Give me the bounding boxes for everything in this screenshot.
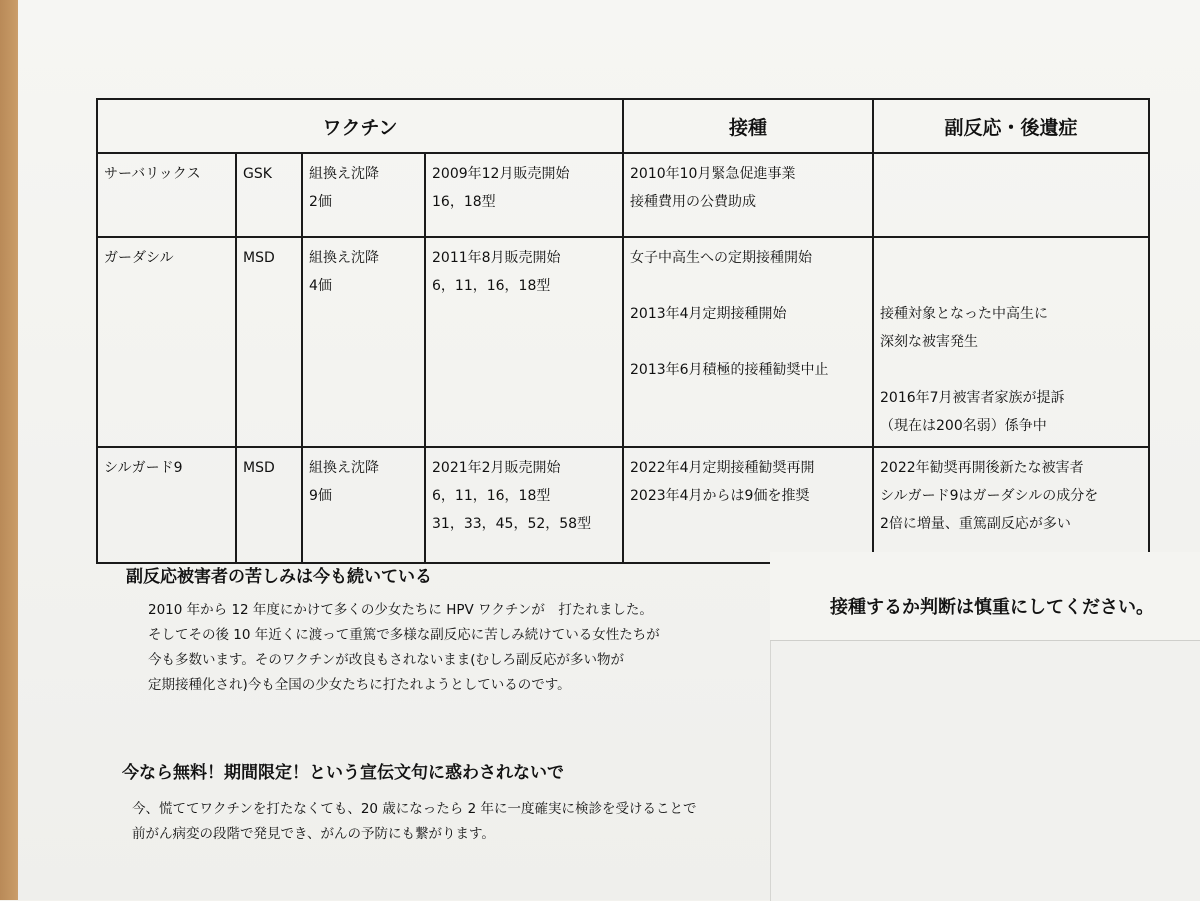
inoculation-info bbox=[624, 448, 872, 516]
body-text bbox=[132, 797, 696, 847]
inoculation-info bbox=[624, 154, 872, 222]
inoculation-line: 2013年6月積極的接種勧奨中止 bbox=[630, 362, 829, 378]
header-inoculation: 接種 bbox=[623, 99, 873, 153]
body-text bbox=[148, 598, 660, 698]
inoculation-line: 2010年10月緊急促進事業 bbox=[630, 166, 796, 182]
type-line: 組換え沈降 bbox=[309, 250, 379, 266]
vaccine-name: シルガード9 bbox=[104, 460, 183, 476]
release-line: 31，33，45，52，58型 bbox=[432, 516, 592, 532]
text-line: 今、慌ててワクチンを打たなくても、20 歳になったら 2 年に一度確実に検診を受けることで bbox=[132, 801, 697, 817]
inoculation-line: 2022年4月定期接種勧奨再開 bbox=[630, 460, 815, 476]
release-line: 16，18型 bbox=[432, 194, 496, 210]
caution-note: 接種するか判断は慎重にしてください。 bbox=[830, 597, 1154, 618]
inoculation-line: 2023年4月からは9価を推奨 bbox=[630, 488, 810, 504]
side-effect-line: 2016年7月被害者家族が提訴 bbox=[880, 390, 1065, 406]
release-info bbox=[426, 154, 622, 222]
vaccine-table bbox=[96, 98, 1150, 564]
header-vaccine: ワクチン bbox=[97, 99, 623, 153]
section-heading: 副反応被害者の苦しみは今も続いている bbox=[126, 567, 432, 587]
table-row bbox=[97, 447, 1149, 563]
table-header-row bbox=[97, 99, 1149, 153]
side-effect-line bbox=[880, 356, 1142, 384]
inoculation-line bbox=[630, 272, 866, 300]
text-line: 前がん病変の段階で発見でき、がんの予防にも繋がります。 bbox=[132, 826, 495, 842]
type-line: 組換え沈降 bbox=[309, 166, 379, 182]
side-effect-line: 深刻な被害発生 bbox=[880, 334, 978, 350]
vaccine-type bbox=[303, 238, 424, 306]
side-effect-line: 2倍に増量、重篤副反応が多い bbox=[880, 516, 1071, 532]
vaccine-name: サーバリックス bbox=[104, 166, 201, 182]
vaccine-name: ガーダシル bbox=[104, 250, 174, 266]
side-effect-line bbox=[880, 244, 1142, 272]
text-line: 定期接種化され)今も全国の少女たちに打たれようとしているのです。 bbox=[148, 677, 571, 693]
side-effect-line: 2022年勧奨再開後新たな被害者 bbox=[880, 460, 1084, 476]
table-row bbox=[97, 153, 1149, 237]
release-info bbox=[426, 238, 622, 306]
header-side-effects: 副反応・後遺症 bbox=[873, 99, 1149, 153]
side-effect-line: （現在は200名弱）係争中 bbox=[880, 418, 1047, 434]
release-info bbox=[426, 448, 622, 544]
inoculation-line: 2013年4月定期接種開始 bbox=[630, 306, 787, 322]
type-line: 4価 bbox=[309, 278, 332, 294]
vaccine-type bbox=[303, 448, 424, 516]
release-line: 6，11，16，18型 bbox=[432, 488, 551, 504]
section-heading: 今なら無料！期間限定！という宣伝文句に惑わされないで bbox=[122, 763, 564, 783]
release-line: 2021年2月販売開始 bbox=[432, 460, 561, 476]
type-line: 組換え沈降 bbox=[309, 460, 379, 476]
inoculation-line bbox=[630, 328, 866, 356]
text-line: そしてその後 10 年近くに渡って重篤で多様な副反応に苦しみ続けている女性たちが bbox=[148, 627, 660, 643]
type-line: 9価 bbox=[309, 488, 332, 504]
maker: GSK bbox=[243, 166, 272, 182]
side-effect-line: シルガード9はガーダシルの成分を bbox=[880, 488, 1099, 504]
text-line: 今も多数います。そのワクチンが改良もされないまま(むしろ副反応が多い物が bbox=[148, 652, 625, 668]
side-effect-line bbox=[880, 272, 1142, 300]
side-effects-info bbox=[874, 238, 1148, 446]
type-line: 2価 bbox=[309, 194, 332, 210]
release-line: 2009年12月販売開始 bbox=[432, 166, 570, 182]
maker: MSD bbox=[243, 250, 275, 266]
inoculation-line: 接種費用の公費助成 bbox=[630, 194, 756, 210]
table-row bbox=[97, 237, 1149, 447]
release-line: 6，11，16，18型 bbox=[432, 278, 551, 294]
maker: MSD bbox=[243, 460, 275, 476]
text-line: 2010 年から 12 年度にかけて多くの少女たちに HPV ワクチンが 打たれました。 bbox=[148, 602, 653, 618]
inoculation-line: 女子中高生への定期接種開始 bbox=[630, 250, 812, 266]
side-effects-info bbox=[874, 448, 1148, 544]
side-effects-info bbox=[874, 154, 1148, 166]
inoculation-info bbox=[624, 238, 872, 390]
vaccine-type bbox=[303, 154, 424, 222]
release-line: 2011年8月販売開始 bbox=[432, 250, 561, 266]
side-effect-line: 接種対象となった中高生に bbox=[880, 306, 1048, 322]
